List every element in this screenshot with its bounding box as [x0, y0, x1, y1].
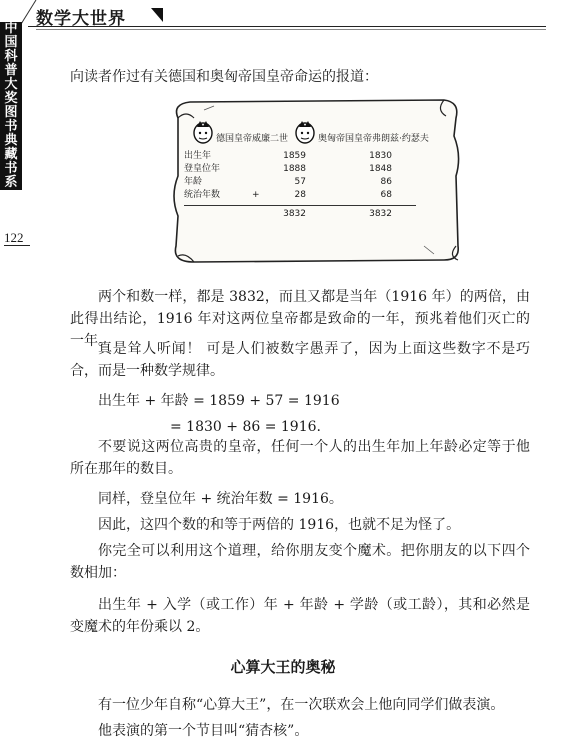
paragraph: 出生年 + 入学（或工作）年 + 年龄 + 学龄（或工龄），其和必然是变魔术的年份乘以 2。 — [70, 597, 530, 635]
series-char: 藏 — [4, 147, 18, 162]
intro-line: 向读者作过有关德国和奥匈帝国皇帝命运的报道： — [70, 69, 378, 85]
series-sidebar — [0, 22, 22, 190]
paragraph: 不要说这两位高贵的皇帝，任何一个人的出生年加上年龄必定等于他所在那年的数目。 — [70, 439, 530, 477]
series-char: 普 — [4, 63, 18, 78]
paragraph: 有一位少年自称“心算大王”，在一次联欢会上他向同学们做表演。 — [98, 697, 505, 713]
value-emperor-2: 1848 — [369, 164, 392, 174]
header-rule-secondary — [36, 29, 546, 30]
header-triangle-icon — [151, 8, 163, 22]
section-heading: 心算大王的奥秘 — [230, 658, 336, 676]
paragraph: 因此，这四个数的和等于两倍的 1916，也就不足为怪了。 — [98, 517, 461, 533]
series-char: 图 — [4, 105, 18, 120]
value-emperor-1: 28 — [294, 190, 306, 200]
row-label: 出生年 — [184, 151, 212, 161]
row-label: 年龄 — [184, 177, 203, 187]
row-label: 统治年数 — [184, 190, 221, 200]
value-emperor-2: 86 — [380, 177, 392, 187]
table-row — [184, 163, 424, 176]
row-label: 登皇位年 — [184, 164, 221, 174]
running-head-title: 数学大世界 — [36, 9, 126, 29]
table-total-row — [184, 208, 424, 221]
paragraph: 他表演的第一个节目叫“猜杏核”。 — [98, 723, 309, 739]
emperor-table — [184, 150, 424, 221]
table-row — [184, 150, 424, 163]
equation-line-2: = 1830 + 86 = 1916. — [170, 419, 321, 435]
value-emperor-2: 68 — [380, 190, 392, 200]
emperor-crown-icon — [192, 118, 214, 144]
paragraph: 两个和数一样，都是 3832，而且又都是当年（1916 年）的两倍，由此得出结论，1916 年对这两位皇帝都是致命的一年，预兆着他们灭亡的一年。 — [70, 289, 530, 349]
value-emperor-1: 1859 — [283, 151, 306, 161]
figure-heading-1: 德国皇帝威廉二世 — [216, 134, 289, 144]
series-char: 科 — [4, 49, 18, 64]
value-emperor-1: 57 — [294, 177, 306, 187]
figure-heading-2: 奥匈帝国皇帝弗朗兹·约瑟夫 — [318, 134, 429, 144]
series-char: 书 — [4, 161, 18, 176]
series-char: 奖 — [4, 91, 18, 106]
page-number-rule — [4, 245, 30, 246]
paragraph: 同样，登皇位年 + 统治年数 = 1916。 — [98, 491, 343, 507]
series-char: 大 — [4, 77, 18, 92]
paragraph: 真是耸人听闻！ 可是人们被数字愚弄了，因为上面这些数字不是巧合，而是一种数学规律。 — [70, 341, 530, 379]
value-emperor-2: 1830 — [369, 151, 392, 161]
series-char: 中 — [4, 21, 18, 36]
value-emperor-1: 1888 — [283, 164, 306, 174]
series-char: 书 — [4, 119, 18, 134]
total-emperor-1: 3832 — [283, 209, 306, 219]
page-number: 122 — [4, 230, 24, 245]
table-row — [184, 189, 424, 202]
series-char: 系 — [4, 175, 18, 190]
sum-rule — [184, 205, 416, 206]
series-char: 国 — [4, 35, 18, 50]
equation-line-1: 出生年 + 年龄 = 1859 + 57 = 1916 — [98, 393, 340, 409]
paragraph: 你完全可以利用这个道理，给你朋友变个魔术。把你朋友的以下四个数相加： — [70, 543, 530, 581]
table-row — [184, 176, 424, 189]
total-emperor-2: 3832 — [369, 209, 392, 219]
plus-sign: + — [252, 190, 260, 200]
emperor-crown-icon — [294, 118, 316, 144]
series-char: 典 — [4, 133, 18, 148]
header-rule — [28, 26, 546, 27]
